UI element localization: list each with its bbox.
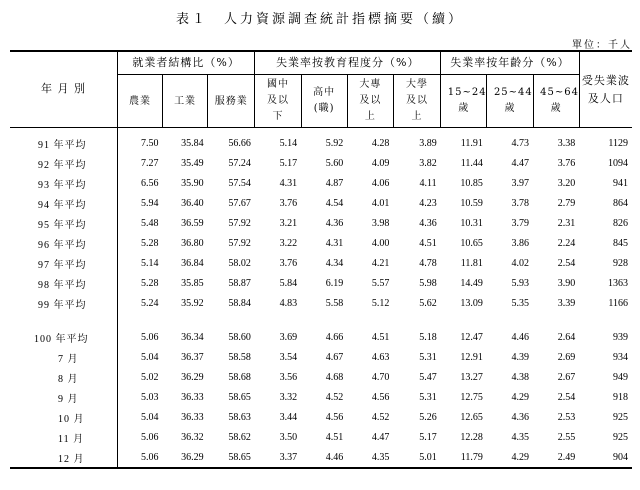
period-cell: 8 月 [10, 367, 117, 387]
edu-univ-cell: 5.47 [419, 371, 437, 383]
edu-univ-cell: 5.31 [419, 391, 437, 403]
unemployed-cell: 925 [613, 431, 628, 443]
service-cell: 58.84 [228, 297, 251, 309]
age-25-44-header [487, 75, 533, 128]
service-cell: 57.54 [228, 177, 251, 189]
age-15-24-cell: 12.65 [460, 411, 483, 423]
table-row [10, 427, 632, 447]
edu-junior-cell: 5.14 [279, 137, 298, 149]
service-cell: 58.68 [228, 371, 251, 383]
age-15-24-cell: 11.44 [460, 157, 483, 169]
table-header [10, 51, 632, 128]
agri-cell: 5.04 [141, 411, 159, 423]
age-25-44-cell: 4.47 [511, 157, 530, 169]
period-cell: 92 年平均 [10, 153, 117, 173]
edu-senior-cell: 4.56 [325, 411, 344, 423]
age-45-64-cell: 2.24 [557, 237, 576, 249]
table-row [10, 347, 632, 367]
edu-college-cell: 4.47 [371, 431, 390, 443]
edu-senior-cell: 4.36 [325, 217, 344, 229]
edu-univ-header [393, 75, 440, 128]
agri-cell: 5.02 [141, 371, 159, 383]
period-cell: 93 年平均 [10, 173, 117, 193]
age-25-44-cell: 3.86 [511, 237, 530, 249]
edu-college-cell: 4.21 [371, 257, 390, 269]
unemployed-cell: 1363 [608, 277, 628, 289]
agri-header-label: 農業 [128, 95, 151, 107]
period-cell: 10 月 [10, 407, 117, 427]
period-cell: 98 年平均 [10, 273, 117, 293]
edu-univ-cell: 3.89 [419, 137, 437, 149]
unemployed-header [579, 51, 632, 128]
period-cell: 94 年平均 [10, 193, 117, 213]
edu-univ-cell: 4.78 [419, 257, 437, 269]
edu-univ-cell: 4.11 [419, 177, 437, 189]
unemployed-cell: 949 [613, 371, 628, 383]
age-15-24-cell: 11.79 [441, 447, 487, 468]
period-cell: 97 年平均 [10, 253, 117, 273]
agri-cell: 7.27 [141, 157, 159, 169]
edu-junior-cell: 3.22 [279, 237, 298, 249]
edu-senior-cell: 5.58 [325, 297, 344, 309]
age-45-64-cell: 2.54 [557, 391, 576, 403]
age-15-24-cell: 12.75 [460, 391, 483, 403]
period-cell: 96 年平均 [10, 233, 117, 253]
edu-univ-cell: 4.36 [419, 217, 437, 229]
table-row [10, 447, 632, 468]
age-15-24-cell: 11.91 [460, 137, 483, 149]
age-45-64-cell: 2.69 [557, 351, 576, 363]
table-row [10, 387, 632, 407]
age-15-24-cell: 14.49 [460, 277, 483, 289]
period-column-header: 年 月 別 [10, 51, 117, 128]
age-45-64-cell: 2.31 [557, 217, 576, 229]
period-cell: 11 月 [10, 427, 117, 447]
edu-senior-cell: 4.87 [325, 177, 344, 189]
agri-cell: 5.48 [141, 217, 159, 229]
age-15-24-cell: 12.28 [460, 431, 483, 443]
service-cell: 56.66 [228, 137, 251, 149]
period-cell: 91 年平均 [10, 128, 117, 154]
edu-junior-cell: 3.56 [279, 371, 298, 383]
spacer-cell [10, 313, 117, 327]
edu-univ-cell: 5.01 [393, 447, 440, 468]
service-cell: 57.92 [228, 237, 251, 249]
edu-senior-cell: 4.51 [325, 431, 344, 443]
edu-univ-cell: 5.31 [419, 351, 437, 363]
edu-senior-cell: 4.52 [325, 391, 344, 403]
edu-junior-cell: 3.44 [279, 411, 298, 423]
edu-junior-cell: 4.83 [279, 297, 298, 309]
table-row [10, 407, 632, 427]
age-15-24-cell: 11.81 [460, 257, 483, 269]
age-45-64-cell: 2.64 [557, 331, 576, 343]
edu-college-cell: 4.09 [371, 157, 390, 169]
edu-junior-cell: 3.37 [255, 447, 301, 468]
table-body [10, 128, 632, 469]
industry-cell: 36.40 [181, 197, 204, 209]
edu-junior-cell: 3.54 [279, 351, 298, 363]
service-header [208, 75, 255, 128]
industry-cell: 36.84 [181, 257, 204, 269]
service-cell: 58.87 [228, 277, 251, 289]
industry-cell: 36.29 [163, 447, 208, 468]
industry-cell: 35.49 [181, 157, 204, 169]
edu-college-cell: 4.63 [371, 351, 390, 363]
service-header-label: 服務業 [214, 95, 248, 107]
unemployed-cell: 826 [613, 217, 628, 229]
unemployed-cell: 1129 [608, 137, 628, 149]
agri-cell: 5.28 [141, 277, 159, 289]
agri-cell: 5.14 [141, 257, 159, 269]
edu-college-header-label: 大專及以上 [359, 79, 382, 122]
age-25-44-cell: 4.73 [511, 137, 530, 149]
industry-cell: 35.84 [181, 137, 204, 149]
service-cell: 57.24 [228, 157, 251, 169]
service-cell: 58.62 [228, 431, 251, 443]
edu-junior-cell: 5.17 [279, 157, 298, 169]
unemployed-cell: 941 [613, 177, 628, 189]
age-15-24-cell: 13.09 [460, 297, 483, 309]
table-row [10, 173, 632, 193]
agri-cell: 5.03 [141, 391, 159, 403]
unit-label: 單位：千人 [572, 40, 632, 51]
unemployed-header-label: 受失業波及人口 [581, 74, 630, 105]
unemployed-cell: 925 [613, 411, 628, 423]
edu-college-cell: 4.51 [371, 331, 390, 343]
age-25-44-cell: 3.97 [511, 177, 530, 189]
edu-junior-cell: 5.84 [279, 277, 298, 289]
edu-senior-cell: 4.54 [325, 197, 344, 209]
table-row [10, 213, 632, 233]
age-25-44-cell: 3.78 [511, 197, 530, 209]
edu-univ-cell: 5.17 [419, 431, 437, 443]
table-row [10, 293, 632, 313]
table-title: 表１ 人力資源調查統計指標摘要（續） [175, 12, 464, 27]
edu-univ-cell: 5.62 [419, 297, 437, 309]
age-45-64-cell: 2.67 [557, 371, 576, 383]
age-15-24-cell: 12.91 [460, 351, 483, 363]
edu-college-cell: 3.98 [371, 217, 390, 229]
edu-senior-header [301, 75, 347, 128]
age-25-44-cell: 4.46 [511, 331, 530, 343]
spacer-cell [117, 313, 632, 327]
age-45-64-cell: 2.53 [557, 411, 576, 423]
unemployed-cell: 928 [613, 257, 628, 269]
edu-senior-cell: 6.19 [325, 277, 344, 289]
age-45-64-cell: 3.38 [557, 137, 576, 149]
age-25-44-cell: 4.35 [511, 431, 530, 443]
agri-cell: 5.04 [141, 351, 159, 363]
edu-college-cell: 5.12 [371, 297, 390, 309]
edu-univ-cell: 5.98 [419, 277, 437, 289]
service-cell: 58.65 [228, 391, 251, 403]
agri-cell: 5.24 [141, 297, 159, 309]
edu-univ-cell: 5.26 [419, 411, 437, 423]
edu-junior-cell: 3.50 [279, 431, 298, 443]
service-cell: 58.65 [208, 447, 255, 468]
edu-college-cell: 4.01 [371, 197, 390, 209]
age-15-24-cell: 10.31 [460, 217, 483, 229]
agri-cell: 7.50 [141, 137, 159, 149]
industry-cell: 36.34 [181, 331, 204, 343]
edu-univ-cell: 4.23 [419, 197, 437, 209]
agri-cell: 5.06 [117, 447, 162, 468]
agri-cell: 5.06 [141, 331, 159, 343]
age-25-44-cell: 4.02 [511, 257, 530, 269]
age-45-64-header-label: 45~64歲 [540, 87, 579, 114]
age-45-64-cell: 2.49 [533, 447, 579, 468]
edu-college-cell: 4.00 [371, 237, 390, 249]
age-45-64-cell: 3.76 [557, 157, 576, 169]
table-row [10, 153, 632, 173]
service-cell: 57.92 [228, 217, 251, 229]
age-25-44-cell: 5.93 [511, 277, 530, 289]
unemployed-cell: 845 [613, 237, 628, 249]
edu-college-cell: 5.57 [371, 277, 390, 289]
industry-cell: 36.29 [181, 371, 204, 383]
industry-cell: 35.92 [181, 297, 204, 309]
edu-junior-header [255, 75, 301, 128]
age-group-header: 失業率按年齡分（%） [441, 51, 580, 75]
spacer-row [10, 313, 632, 327]
period-cell: 100 年平均 [10, 327, 117, 347]
edu-college-cell: 4.56 [371, 391, 390, 403]
edu-senior-header-label: 高中(職) [313, 87, 336, 114]
age-25-44-cell: 4.39 [511, 351, 530, 363]
agri-cell: 6.56 [141, 177, 159, 189]
period-cell: 95 年平均 [10, 213, 117, 233]
age-25-44-cell: 4.38 [511, 371, 530, 383]
industry-cell: 36.59 [181, 217, 204, 229]
industry-cell: 36.33 [181, 411, 204, 423]
table-row [10, 253, 632, 273]
table-row [10, 193, 632, 213]
edu-senior-cell: 5.60 [325, 157, 344, 169]
edu-senior-cell: 4.66 [325, 331, 344, 343]
structure-group-header: 就業者結構比（%） [117, 51, 255, 75]
age-15-24-cell: 10.85 [460, 177, 483, 189]
industry-header [163, 75, 208, 128]
age-45-64-cell: 3.39 [557, 297, 576, 309]
edu-junior-cell: 3.32 [279, 391, 298, 403]
period-cell: 12 月 [10, 447, 117, 468]
age-25-44-cell: 4.36 [511, 411, 530, 423]
industry-cell: 36.80 [181, 237, 204, 249]
service-cell: 57.67 [228, 197, 251, 209]
edu-college-cell: 4.52 [371, 411, 390, 423]
edu-junior-header-label: 國中及以下 [266, 79, 289, 122]
industry-cell: 36.37 [181, 351, 204, 363]
age-45-64-cell: 2.79 [557, 197, 576, 209]
edu-univ-cell: 3.82 [419, 157, 437, 169]
age-25-44-header-label: 25~44歲 [493, 87, 533, 114]
age-25-44-cell: 4.29 [511, 391, 530, 403]
age-15-24-header [441, 75, 487, 128]
table-row [10, 128, 632, 154]
table-row [10, 327, 632, 347]
edu-junior-cell: 3.69 [279, 331, 298, 343]
unemployed-cell: 918 [613, 391, 628, 403]
edu-senior-cell: 4.34 [325, 257, 344, 269]
period-cell: 7 月 [10, 347, 117, 367]
agri-header [117, 75, 162, 128]
industry-header-label: 工業 [174, 95, 197, 107]
edu-junior-cell: 4.31 [279, 177, 298, 189]
period-cell: 99 年平均 [10, 293, 117, 313]
age-15-24-cell: 10.59 [460, 197, 483, 209]
edu-univ-cell: 4.51 [419, 237, 437, 249]
table-row [10, 233, 632, 253]
education-group-header: 失業率按教育程度分（%） [255, 51, 441, 75]
edu-senior-cell: 4.31 [325, 237, 344, 249]
statistics-table [10, 50, 632, 469]
industry-cell: 36.33 [181, 391, 204, 403]
age-15-24-cell: 12.47 [460, 331, 483, 343]
edu-senior-cell: 4.68 [325, 371, 344, 383]
edu-univ-cell: 5.18 [419, 331, 437, 343]
edu-junior-cell: 3.21 [279, 217, 298, 229]
unemployed-cell: 1166 [608, 297, 628, 309]
service-cell: 58.60 [228, 331, 251, 343]
age-45-64-cell: 2.55 [557, 431, 576, 443]
service-cell: 58.63 [228, 411, 251, 423]
table-row [10, 273, 632, 293]
industry-cell: 35.90 [181, 177, 204, 189]
unemployed-cell: 904 [579, 447, 632, 468]
service-cell: 58.02 [228, 257, 251, 269]
edu-univ-header-label: 大學及以上 [406, 79, 429, 122]
unemployed-cell: 1094 [608, 157, 628, 169]
age-45-64-header [533, 75, 579, 128]
edu-college-cell: 4.70 [371, 371, 390, 383]
service-cell: 58.58 [228, 351, 251, 363]
age-15-24-cell: 13.27 [460, 371, 483, 383]
age-25-44-cell: 4.29 [487, 447, 533, 468]
table-row [10, 367, 632, 387]
industry-cell: 35.85 [181, 277, 204, 289]
edu-junior-cell: 3.76 [279, 197, 298, 209]
agri-cell: 5.28 [141, 237, 159, 249]
unemployed-cell: 864 [613, 197, 628, 209]
edu-college-cell: 4.06 [371, 177, 390, 189]
unemployed-cell: 939 [613, 331, 628, 343]
agri-cell: 5.94 [141, 197, 159, 209]
edu-college-cell: 4.35 [347, 447, 393, 468]
age-45-64-cell: 3.90 [557, 277, 576, 289]
unemployed-cell: 934 [613, 351, 628, 363]
edu-senior-cell: 5.92 [325, 137, 344, 149]
edu-senior-cell: 4.46 [301, 447, 347, 468]
industry-cell: 36.32 [181, 431, 204, 443]
age-45-64-cell: 2.54 [557, 257, 576, 269]
age-25-44-cell: 5.35 [511, 297, 530, 309]
agri-cell: 5.06 [141, 431, 159, 443]
edu-junior-cell: 3.76 [279, 257, 298, 269]
age-15-24-cell: 10.65 [460, 237, 483, 249]
edu-senior-cell: 4.67 [325, 351, 344, 363]
period-cell: 9 月 [10, 387, 117, 407]
age-45-64-cell: 3.20 [557, 177, 576, 189]
edu-college-cell: 4.28 [371, 137, 390, 149]
age-25-44-cell: 3.79 [511, 217, 530, 229]
edu-college-header [347, 75, 393, 128]
age-15-24-header-label: 15~24歲 [447, 87, 487, 114]
